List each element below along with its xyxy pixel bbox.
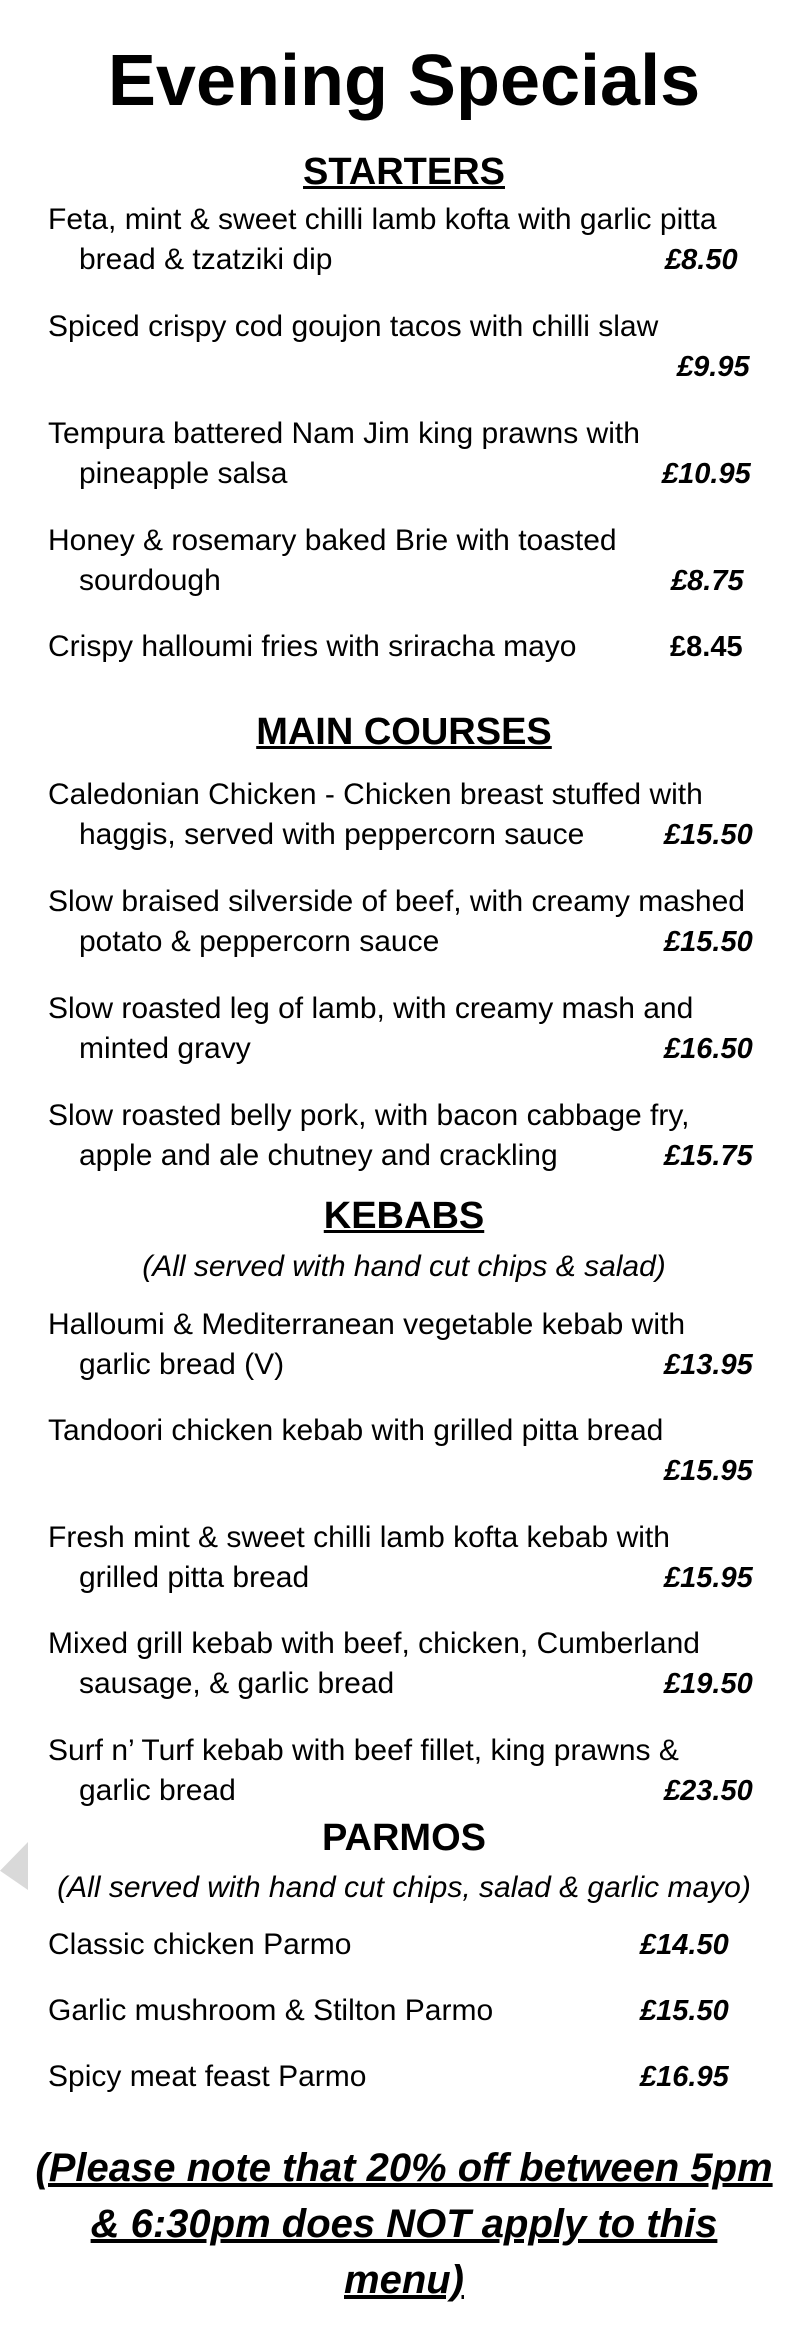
kebabs-heading: KEBABS <box>323 1195 485 1237</box>
item-line1: Slow braised silverside of beef, with creamy mashed <box>48 885 745 918</box>
parmos-heading: PARMOS <box>322 1817 486 1859</box>
main-price-1: £15.50 <box>664 819 753 851</box>
discount-disclaimer: (Please note that 20% off between 5pm & 6:30pm does NOT apply to this menu) <box>35 2146 773 2302</box>
kebab-price-1: £13.95 <box>664 1349 753 1381</box>
item-line2: grilled pitta bread <box>79 1561 310 1594</box>
item-line1: Surf n’ Turf kebab with beef fillet, king prawns & <box>48 1734 679 1767</box>
kebab-price-4: £19.50 <box>664 1668 753 1700</box>
kebab-price-2: £15.95 <box>664 1455 753 1487</box>
main-price-2: £15.50 <box>664 926 753 958</box>
starter-item-2 <box>48 307 788 347</box>
item-line1: Slow roasted leg of lamb, with creamy mash and <box>48 992 694 1025</box>
item-line1: Spicy meat feast Parmo <box>48 2060 367 2093</box>
item-line1: Halloumi & Mediterranean vegetable kebab with <box>48 1308 686 1341</box>
parmos-note: (All served with hand cut chips, salad & garlic mayo) <box>57 1871 751 1904</box>
page-title: Evening Specials <box>107 41 701 121</box>
item-line1: Fresh mint & sweet chilli lamb kofta kebab with <box>48 1521 670 1554</box>
starter-price-5: £8.45 <box>670 631 743 663</box>
item-line1: Classic chicken Parmo <box>48 1928 352 1961</box>
item-line2: apple and ale chutney and crackling <box>79 1139 558 1172</box>
item-line2: haggis, served with peppercorn sauce <box>79 818 585 851</box>
item-line1: Garlic mushroom & Stilton Parmo <box>48 1994 494 2027</box>
item-line1: Feta, mint & sweet chilli lamb kofta with garlic pitta <box>48 203 717 236</box>
parmo-price-2: £15.50 <box>640 1995 729 2027</box>
item-line2: pineapple salsa <box>79 457 288 490</box>
mains-heading: MAIN COURSES <box>256 711 552 753</box>
item-line2: potato & peppercorn sauce <box>79 925 440 958</box>
item-line1: Tempura battered Nam Jim king prawns with <box>48 417 640 450</box>
starter-price-4: £8.75 <box>671 565 744 597</box>
item-line1: Spiced crispy cod goujon tacos with chilli slaw <box>48 310 659 343</box>
item-line1: Slow roasted belly pork, with bacon cabbage fry, <box>48 1099 690 1132</box>
kebab-price-3: £15.95 <box>664 1562 753 1594</box>
item-line1: Caledonian Chicken - Chicken breast stuffed with <box>48 778 703 811</box>
item-line2: garlic bread <box>79 1774 236 1807</box>
kebabs-note: (All served with hand cut chips & salad) <box>142 1250 666 1283</box>
parmo-price-1: £14.50 <box>640 1929 729 1961</box>
starter-price-2: £9.95 <box>677 351 750 383</box>
parmo-price-3: £16.95 <box>640 2061 729 2093</box>
item-line2: garlic bread (V) <box>79 1348 285 1381</box>
item-line1: Mixed grill kebab with beef, chicken, Cumberland <box>48 1627 700 1660</box>
starters-heading: STARTERS <box>303 151 505 193</box>
item-line1: Tandoori chicken kebab with grilled pitta bread <box>48 1414 664 1447</box>
item-line2: minted gravy <box>79 1032 251 1065</box>
item-line2: sourdough <box>79 564 221 597</box>
item-line1: Crispy halloumi fries with sriracha mayo <box>48 630 577 663</box>
starter-price-1: £8.50 <box>665 244 738 276</box>
main-price-3: £16.50 <box>664 1033 753 1065</box>
kebab-price-5: £23.50 <box>664 1775 753 1807</box>
item-line2: bread & tzatziki dip <box>79 243 333 276</box>
item-line1: Honey & rosemary baked Brie with toasted <box>48 524 617 557</box>
main-price-4: £15.75 <box>664 1140 753 1172</box>
starter-price-3: £10.95 <box>662 458 751 490</box>
item-line2: sausage, & garlic bread <box>79 1667 395 1700</box>
kebab-item-2 <box>48 1411 788 1451</box>
